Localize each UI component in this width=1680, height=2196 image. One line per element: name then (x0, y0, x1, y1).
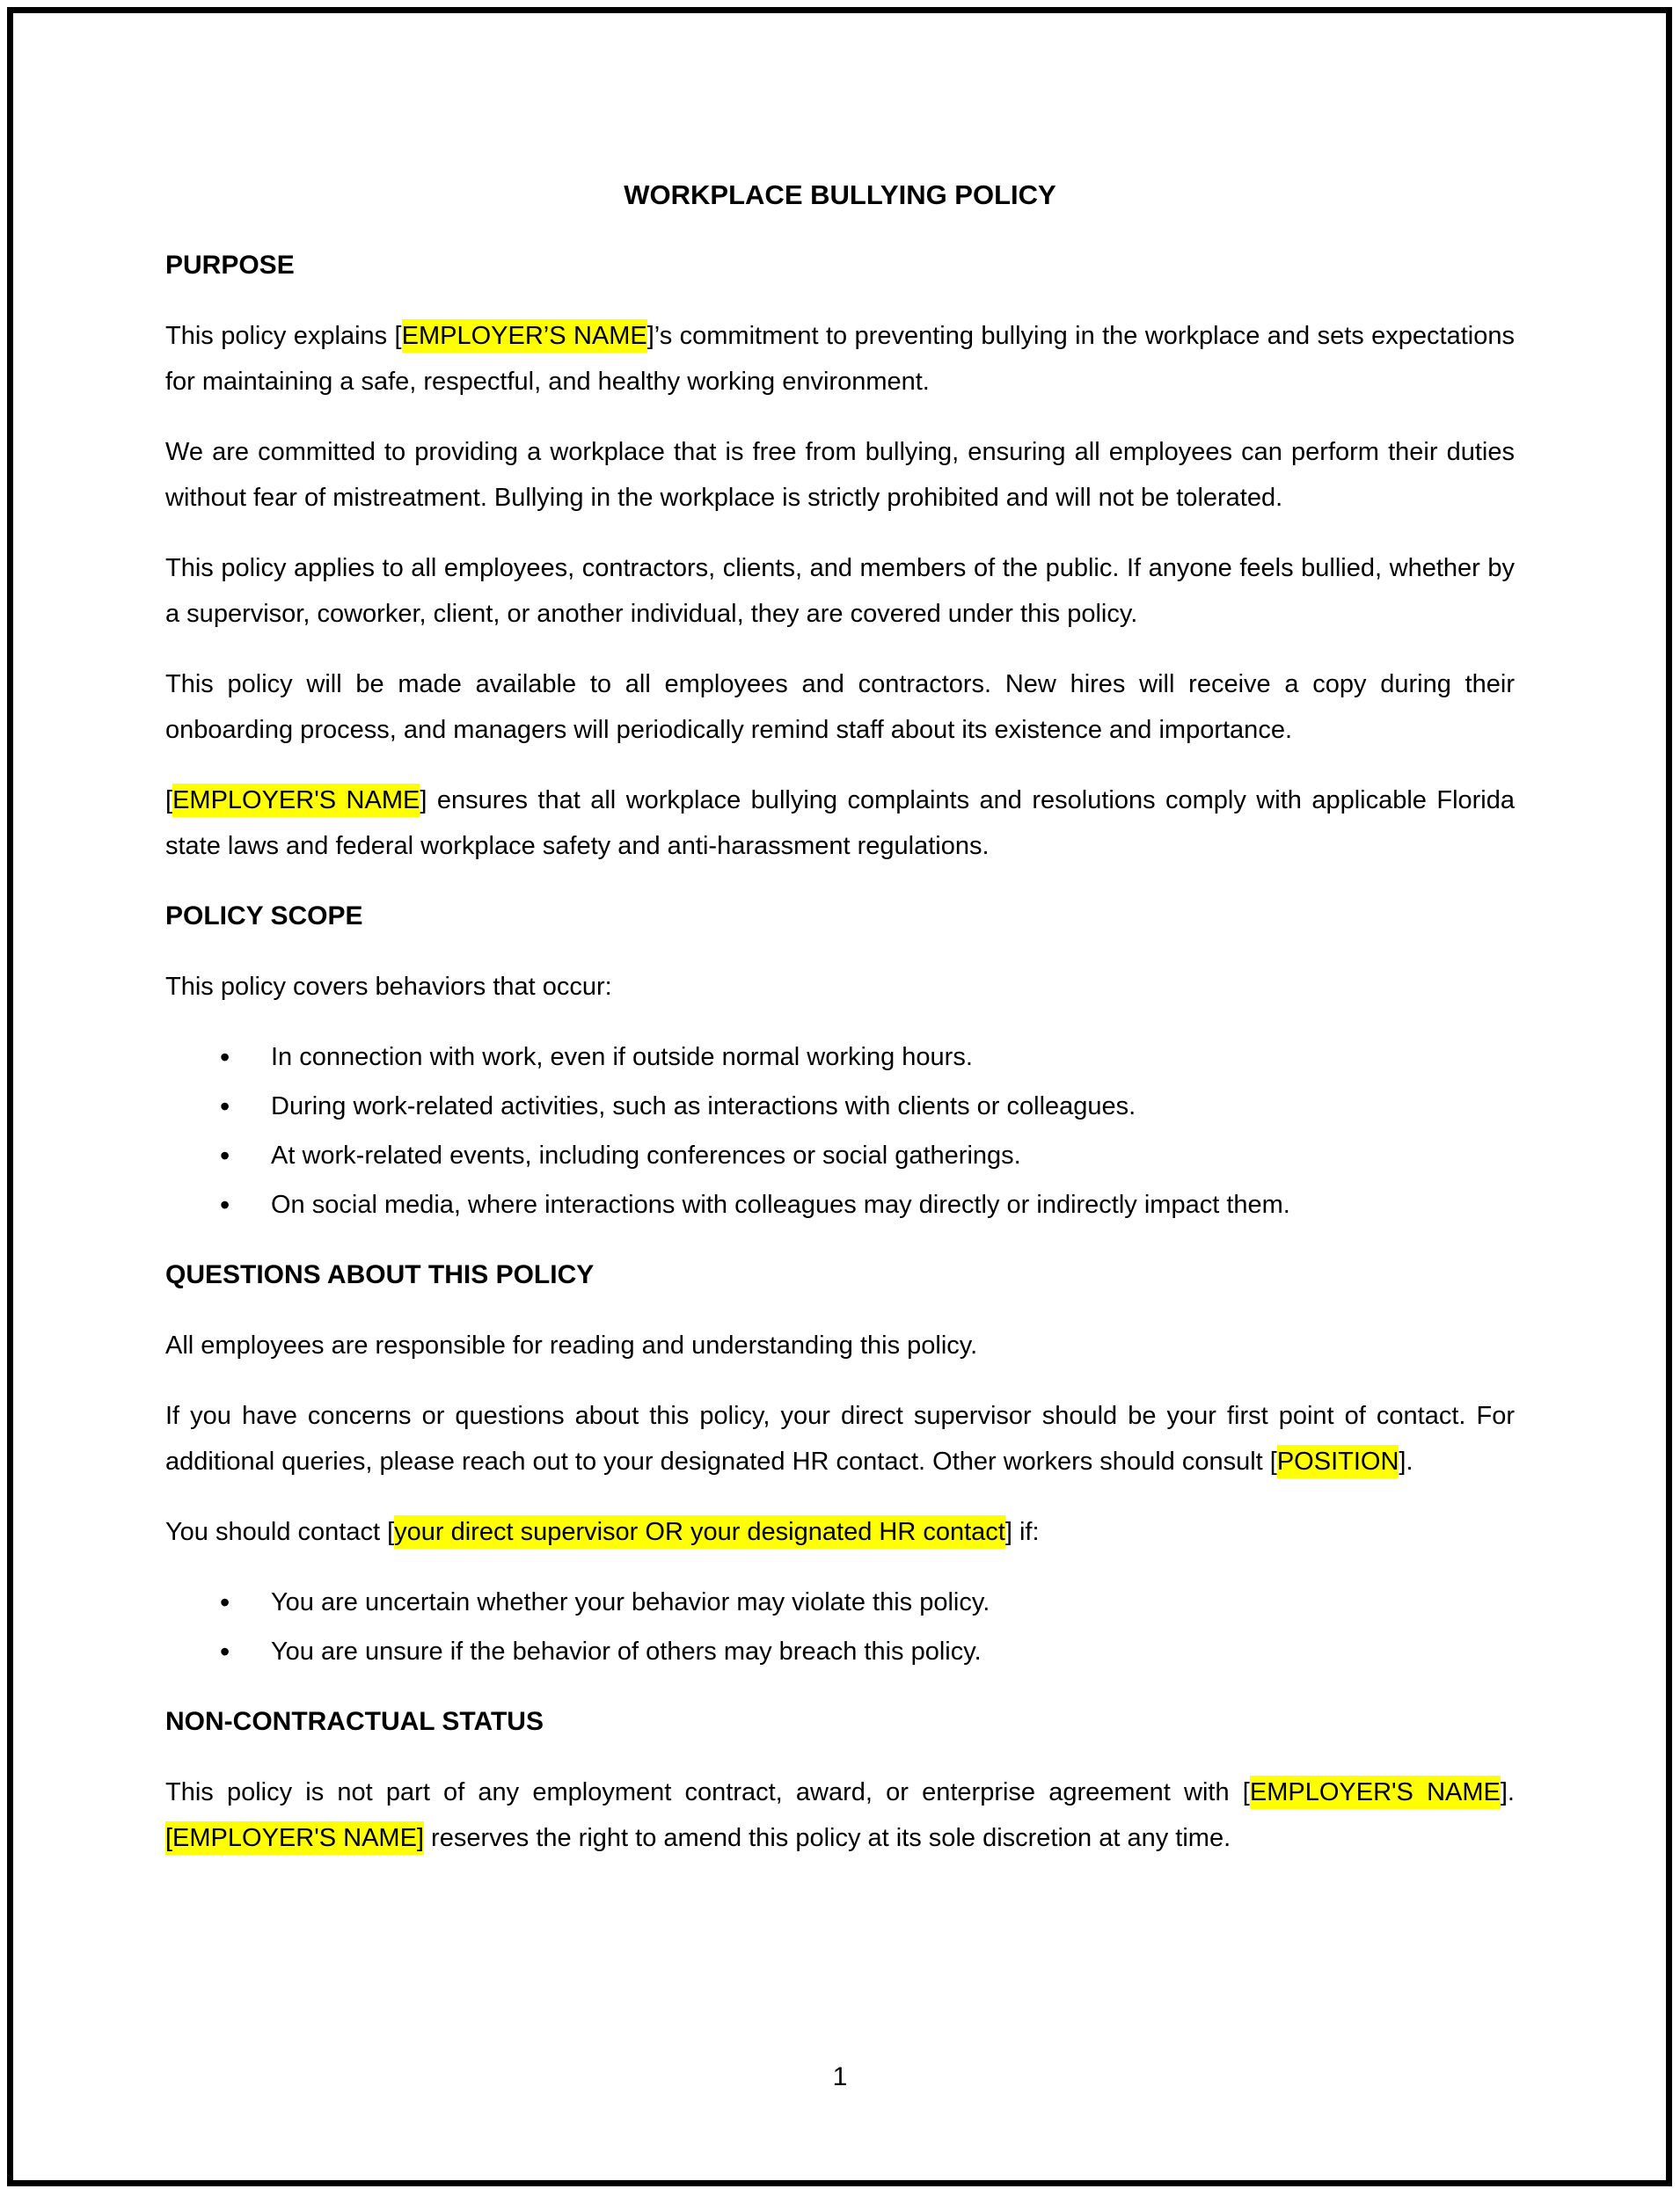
paragraph (165, 1769, 1515, 1861)
paragraph (165, 545, 1515, 637)
text-segment: We are committed to providing a workplace that is free from bullying, ensuring all employees can perform their duties without fear of mistreatment. Bullying in the workplace is strictly prohibited and will not be tolerated. (165, 438, 1515, 512)
bullet-item: • You are unsure if the behavior of others may breach this policy. (271, 1629, 1515, 1674)
text-segment: This policy explains [ (165, 322, 402, 350)
placeholder-employers-name: EMPLOYER'S NAME (1250, 1776, 1501, 1809)
section-heading-questions: QUESTIONS ABOUT THIS POLICY (165, 1260, 595, 1289)
bullet-item: • During work-related activities, such as interactions with clients or colleagues. (271, 1083, 1515, 1129)
text-segment: reserves the right to amend this policy at its sole discretion at any time. (424, 1824, 1231, 1852)
section-questions (165, 1252, 1515, 1674)
text-segment: You should contact [ (165, 1518, 395, 1546)
bullet-item: • At work-related events, including conferences or social gatherings. (271, 1133, 1515, 1178)
text-segment: ] ensures that all workplace bullying complaints and resolutions comply with applicable Florida state laws and federal workplace safety and anti-harassment regulations. (165, 786, 1515, 860)
paragraph (165, 1393, 1515, 1485)
bullet-list-questions (165, 1580, 1515, 1674)
document-title: WORKPLACE BULLYING POLICY (624, 179, 1056, 210)
text-segment: [ (165, 786, 173, 814)
bullet-item: • You are uncertain whether your behavior may violate this policy. (271, 1580, 1515, 1625)
paragraph (165, 1509, 1515, 1555)
section-heading-non-contractual: NON-CONTRACTUAL STATUS (165, 1707, 544, 1736)
placeholder-position: POSITION (1277, 1445, 1399, 1478)
document-content (165, 0, 1515, 1886)
text-segment: ]. (1399, 1448, 1413, 1476)
text-segment: All employees are responsible for reading and understanding this policy. (165, 1331, 978, 1360)
paragraph (165, 429, 1515, 521)
placeholder-employers-name: [EMPLOYER'S NAME] (165, 1821, 424, 1855)
text-segment: ] if: (1004, 1518, 1040, 1546)
page-number: 1 (832, 2062, 848, 2091)
section-purpose (165, 243, 1515, 869)
text-segment: If you have concerns or questions about this policy, your direct supervisor should be your first point of contact. For additional queries, please reach out to your designated HR contact. Other workers should consult [ (165, 1402, 1515, 1476)
text-segment: This policy will be made available to all employees and contractors. New hires will receive a copy during their onboarding process, and managers will periodically remind staff about its existence and importance. (165, 670, 1515, 744)
paragraph (165, 661, 1515, 753)
paragraph (165, 1323, 1515, 1368)
placeholder-contact-person: your direct supervisor OR your designated HR contact (394, 1515, 1005, 1549)
bullet-item: • On social media, where interactions with colleagues may directly or indirectly impact them. (271, 1182, 1515, 1228)
section-heading-purpose: PURPOSE (165, 251, 295, 280)
section-heading-policy-scope: POLICY SCOPE (165, 901, 363, 930)
text-segment: This policy applies to all employees, contractors, clients, and members of the public. If anyone feels bullied, whether by a supervisor, coworker, client, or another individual, they are covered under this policy. (165, 554, 1515, 628)
text-segment: ]’s commitment to preventing bullying in the workplace and sets expectations for maintaining a safe, respectful, and healthy working environment. (165, 322, 1515, 396)
text-segment: This policy covers behaviors that occur: (165, 973, 612, 1001)
paragraph (165, 313, 1515, 405)
section-non-contractual (165, 1699, 1515, 1861)
placeholder-employers-name: EMPLOYER’S NAME (402, 319, 647, 353)
paragraph (165, 777, 1515, 869)
paragraph (165, 964, 1515, 1010)
bullet-item: • In connection with work, even if outside normal working hours. (271, 1034, 1515, 1080)
section-policy-scope (165, 894, 1515, 1228)
placeholder-employers-name: EMPLOYER'S NAME (172, 784, 420, 817)
text-segment: ]. (1500, 1778, 1515, 1806)
text-segment: This policy is not part of any employment contract, award, or enterprise agreement with [ (165, 1778, 1250, 1806)
bullet-list-scope (165, 1034, 1515, 1228)
